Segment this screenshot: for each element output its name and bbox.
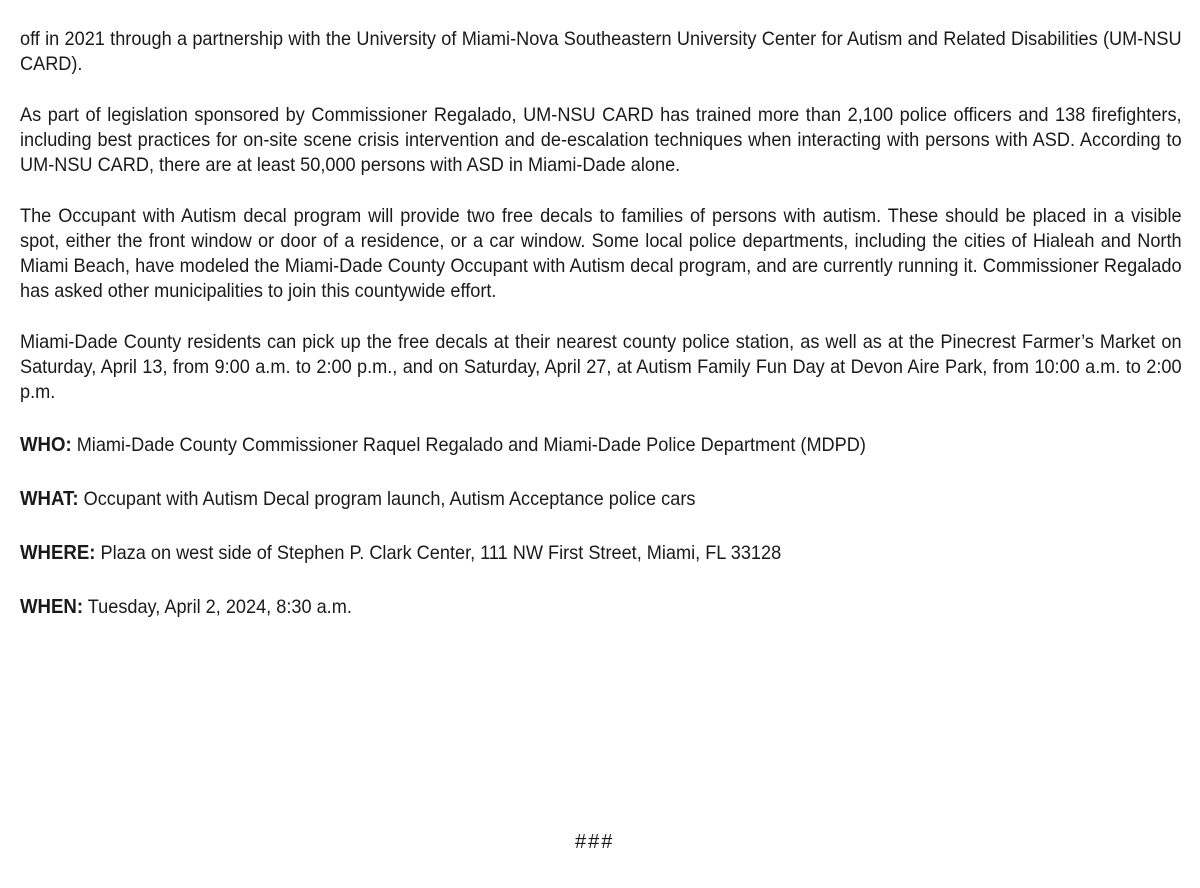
fact-where-label: WHERE: xyxy=(20,542,96,564)
fact-where xyxy=(20,541,1182,566)
fact-what-text: Occupant with Autism Decal program launch, Autism Acceptance police cars xyxy=(83,488,696,510)
fact-when xyxy=(20,595,1182,620)
fact-where-text: Plaza on west side of Stephen P. Clark Center, 111 NW First Street, Miami, FL 33128 xyxy=(100,542,782,564)
paragraph-decal-program: The Occupant with Autism decal program will provide two free decals to families of persons with autism. These should be placed in a visible spot, either the front window or door of a residence, or a car window. Some local police departments, including the cities of Hialeah and North Miami Beach, have modeled the Miami-Dade County Occupant with Autism decal program, and are currently running it. Commissioner Regalado has asked other municipalities to join this countywide effort. xyxy=(20,205,1182,302)
fact-what-label: WHAT: xyxy=(20,488,79,510)
press-release-body xyxy=(20,27,1182,649)
paragraph-training: As part of legislation sponsored by Commissioner Regalado, UM-NSU CARD has trained more than 2,100 police officers and 138 firefighters, including best practices for on-site scene crisis intervention and de-escalation techniques when interacting with persons with ASD. According to UM-NSU CARD, there are at least 50,000 persons with ASD in Miami-Dade alone. xyxy=(20,104,1182,176)
fact-what xyxy=(20,487,1182,512)
paragraph-pickup-locations: Miami-Dade County residents can pick up the free decals at their nearest county police station, as well as at the Pinecrest Farmer’s Market on Saturday, April 13, from 9:00 a.m. to 2:00 p.m., and on Saturday, April 27, at Autism Family Fun Day at Devon Aire Park, from 10:00 a.m. to 2:00 p.m. xyxy=(20,331,1182,403)
fact-who-label: WHO: xyxy=(20,434,72,456)
fact-when-text: Tuesday, April 2, 2024, 8:30 a.m. xyxy=(87,596,352,618)
fact-who xyxy=(20,433,1182,458)
end-of-release-mark: ### xyxy=(575,831,615,853)
fact-who-text: Miami-Dade County Commissioner Raquel Regalado and Miami-Dade Police Department (MDPD) xyxy=(76,434,866,456)
paragraph-partnership: off in 2021 through a partnership with the University of Miami-Nova Southeastern University Center for Autism and Related Disabilities (UM-NSU CARD). xyxy=(20,28,1182,75)
fact-when-label: WHEN: xyxy=(20,596,84,618)
